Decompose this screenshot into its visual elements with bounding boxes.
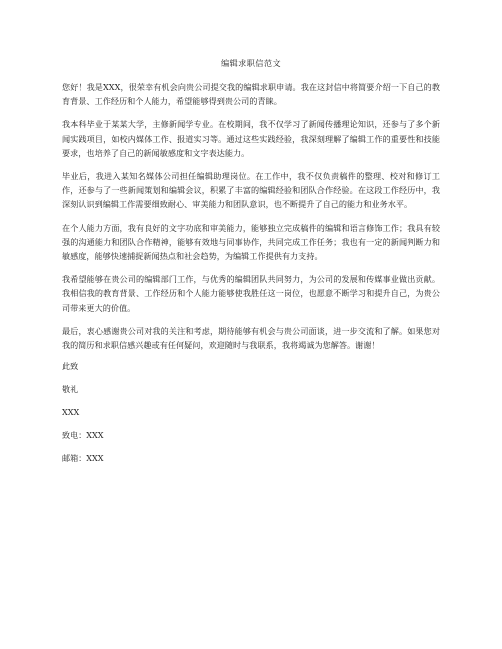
signature-name: XXX bbox=[62, 407, 80, 418]
closing-regards: 敬礼 bbox=[62, 384, 79, 395]
contact-phone: 致电：XXX bbox=[62, 430, 104, 441]
paragraph-abilities: 在个人能力方面，我有良好的文字功底和审美能力，能够独立完成稿件的编辑和语言修饰工作；我具有较强的沟通能力和团队合作精神，能够有效地与同事协作，共同完成工作任务；我也有一定的新闻判断力和敏感度，能够快速捕捉新闻热点和社会趋势，为编辑工作提供有力支持。 bbox=[62, 222, 440, 262]
paragraph-greeting: 您好！我是XXX，很荣幸有机会向贵公司提交我的编辑求职申请。我在这封信中将简要介绍一下自己的教育背景、工作经历和个人能力，希望能够得到贵公司的青睐。 bbox=[62, 82, 440, 107]
document-body bbox=[62, 80, 440, 476]
paragraph-education: 我本科毕业于某某大学，主修新闻学专业。在校期间，我不仅学习了新闻传播理论知识，还参与了多个新闻实践项目，如校内媒体工作、报道实习等。通过这些实践经验，我深刻理解了编辑工作的重要性和技能要求，也培养了自己的新闻敏感度和文字表达能力。 bbox=[62, 119, 440, 158]
contact-email: 邮箱：XXX bbox=[62, 453, 104, 464]
paragraph-work-experience: 毕业后，我进入某知名媒体公司担任编辑助理岗位。在工作中，我不仅负责稿件的整理、校对和修订工作，还参与了一些新闻策划和编辑会议，积累了丰富的编辑经验和团队合作经验。在这段工作经历中，我深刻认识到编辑工作需要细致耐心、审美能力和团队意识，也不断提升了自己的能力和业务水平。 bbox=[62, 171, 440, 210]
closing-salutation: 此致 bbox=[62, 361, 79, 372]
document-title: 编辑求职信范文 bbox=[220, 58, 282, 68]
paragraph-thanks: 最后，衷心感谢贵公司对我的关注和考虑，期待能够有机会与贵公司面谈，进一步交流和了解。如果您对我的简历和求职信感兴趣或有任何疑问，欢迎随时与我联系，我将竭诚为您解答。谢谢！ bbox=[62, 325, 440, 351]
paragraph-aspiration: 我希望能够在贵公司的编辑部门工作，与优秀的编辑团队共同努力，为公司的发展和传媒事业做出贡献。我相信我的教育背景、工作经历和个人能力能够使我胜任这一岗位，也愿意不断学习和提升自己，为贵公司带来更大的价值。 bbox=[62, 274, 440, 313]
